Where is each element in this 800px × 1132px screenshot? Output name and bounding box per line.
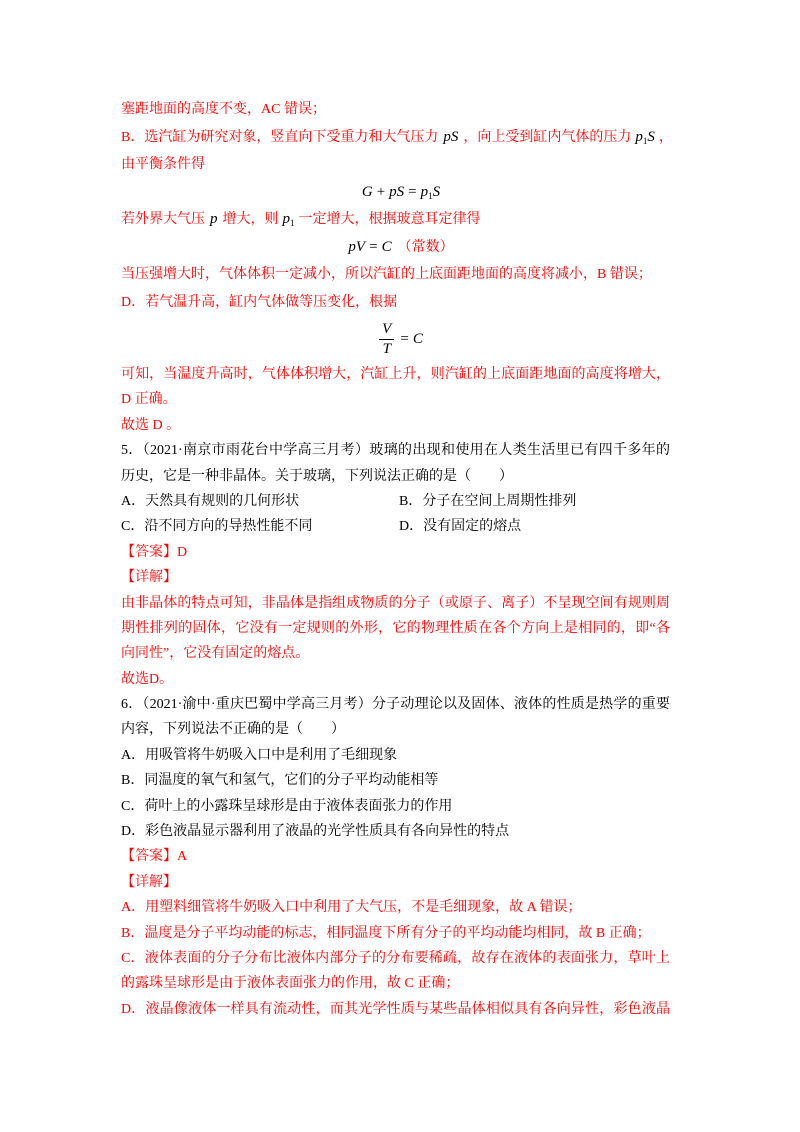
fraction-denominator: T	[382, 340, 391, 357]
solution-line-b	[121, 124, 673, 152]
question-6-explain-line: B．温度是分子平均动能的标志，相同温度下所有分子的平均动能均相同，故 B 正确；	[121, 925, 651, 941]
question-5-explain-line: 由非晶体的特点可知，非晶体是指组成物质的分子（或原子、离子）不呈现空间有规则周	[121, 595, 670, 611]
math-subscript: 1	[642, 135, 648, 146]
math-equals: =	[400, 330, 409, 347]
document-body	[121, 96, 681, 1022]
solution-text: 一定增大，根据玻意耳定律得	[298, 212, 481, 227]
solution-line-d-conclusion: 可知，当温度升高时，气体体积增大，汽缸上升，则汽缸的上底面距地面的高度将增大，	[121, 367, 670, 382]
fraction	[379, 320, 394, 359]
solution-choice: 故选 D 。	[121, 417, 181, 433]
question-5-choice: 故选D。	[121, 671, 174, 687]
equation-boyle	[121, 234, 681, 262]
solution-line-b-conclusion: 当压强增大时，气体体积一定减小，所以汽缸的上底面距地面的高度将减小，B 错误；	[121, 267, 652, 282]
math-p1: p	[635, 128, 643, 145]
equation-balance	[121, 179, 681, 207]
option-a: A．天然具有规则的几何形状	[121, 493, 300, 509]
option-a: A．用吸管将牛奶吸入口中是利用了毛细现象	[121, 747, 398, 763]
math-p: p	[420, 183, 429, 200]
solution-text: 若外界大气压	[121, 212, 205, 227]
math-equals: =	[408, 183, 417, 200]
question-6-answer: 【答案】A	[121, 849, 188, 865]
math-c: C	[381, 238, 392, 255]
solution-line-d: D．若气温升高，缸内气体做等压变化，根据	[121, 294, 398, 310]
math-ps: pS	[389, 183, 405, 200]
math-c: C	[412, 330, 423, 347]
solution-text: B．选汽缸为研究对象，竖直向下受重力和大气压力	[121, 129, 439, 145]
option-b: B．分子在空间上周期性排列	[399, 493, 577, 509]
question-5-stem: 5．（2021·南京市雨花台中学高三月考）玻璃的出现和使用在人类生活里已有四千多年的	[121, 443, 670, 459]
math-p1: p	[282, 211, 290, 227]
solution-line-d-conclusion-end: D 正确。	[121, 392, 177, 408]
math-ps: pS	[443, 128, 459, 145]
equation-charles	[121, 316, 681, 362]
option-d: D．彩色液晶显示器利用了液晶的光学性质具有各向异性的特点	[121, 824, 510, 840]
solution-line-pressure	[121, 206, 681, 234]
math-s: S	[432, 183, 441, 200]
math-plus: +	[376, 183, 386, 200]
question-6-explain-line: C．液体表面的分子分布比液体内部分子的分布要稀疏，故存在液体的表面张力，草叶上	[121, 950, 670, 966]
solution-text: 增大，则	[222, 212, 279, 227]
question-6-explain-line: D．液晶像液体一样具有流动性，而其光学性质与某些晶体相似具有各向异性，彩色液晶	[121, 1001, 670, 1017]
question-5-explain-line: 向同性”，它没有固定的熔点。	[121, 646, 310, 662]
math-subscript: 1	[290, 218, 295, 228]
question-5-answer: 【答案】D	[121, 544, 188, 560]
question-6-explain-line: 的露珠呈球形是由于液体表面张力的作用，故 C 正确；	[121, 976, 460, 992]
math-g: G	[361, 183, 373, 200]
question-5-explain-line: 期性排列的固体，它没有一定规则的外形，它的物理性质在各个方向上是相同的，即“各	[121, 620, 670, 636]
option-b: B．同温度的氧气和氢气，它们的分子平均动能相等	[121, 773, 439, 789]
question-5-stem-cont: 历史，它是一种非晶体。关于玻璃，下列说法正确的是（ ）	[121, 468, 513, 484]
question-6-stem: 6．（2021·渝中·重庆巴蜀中学高三月考）分子动理论以及固体、液体的性质是热学的重要	[121, 697, 670, 713]
question-6-stem-cont: 内容，下列说法不正确的是（ ）	[121, 722, 345, 738]
math-subscript: 1	[428, 190, 433, 201]
solution-text: ，向上受到缸内气体的压力	[463, 129, 632, 145]
equation-note: （常数）	[397, 239, 454, 255]
question-6-explain-line: A．用塑料细管将牛奶吸入口中利用了大气压，不是毛细现象，故 A 错误；	[121, 900, 582, 916]
fraction-numerator: V	[379, 320, 394, 340]
solution-text: ，	[658, 129, 673, 145]
option-c: C．沿不同方向的导热性能不同	[121, 519, 313, 535]
solution-line-ac: 塞距地面的高度不变，AC 错误；	[121, 102, 326, 117]
math-equals: =	[369, 238, 378, 255]
question-6-explain-label: 【详解】	[121, 874, 177, 890]
option-d: D．没有固定的熔点	[399, 519, 522, 535]
question-5-options-row	[121, 489, 681, 514]
option-c: C．荷叶上的小露珠呈球形是由于液体表面张力的作用	[121, 798, 453, 814]
solution-line-balance: 由平衡条件得	[121, 157, 205, 172]
math-s: S	[647, 128, 655, 145]
math-p: p	[210, 211, 218, 227]
question-5-options-row	[121, 514, 681, 539]
math-pv: pV	[348, 238, 366, 255]
question-5-explain-label: 【详解】	[121, 570, 177, 586]
